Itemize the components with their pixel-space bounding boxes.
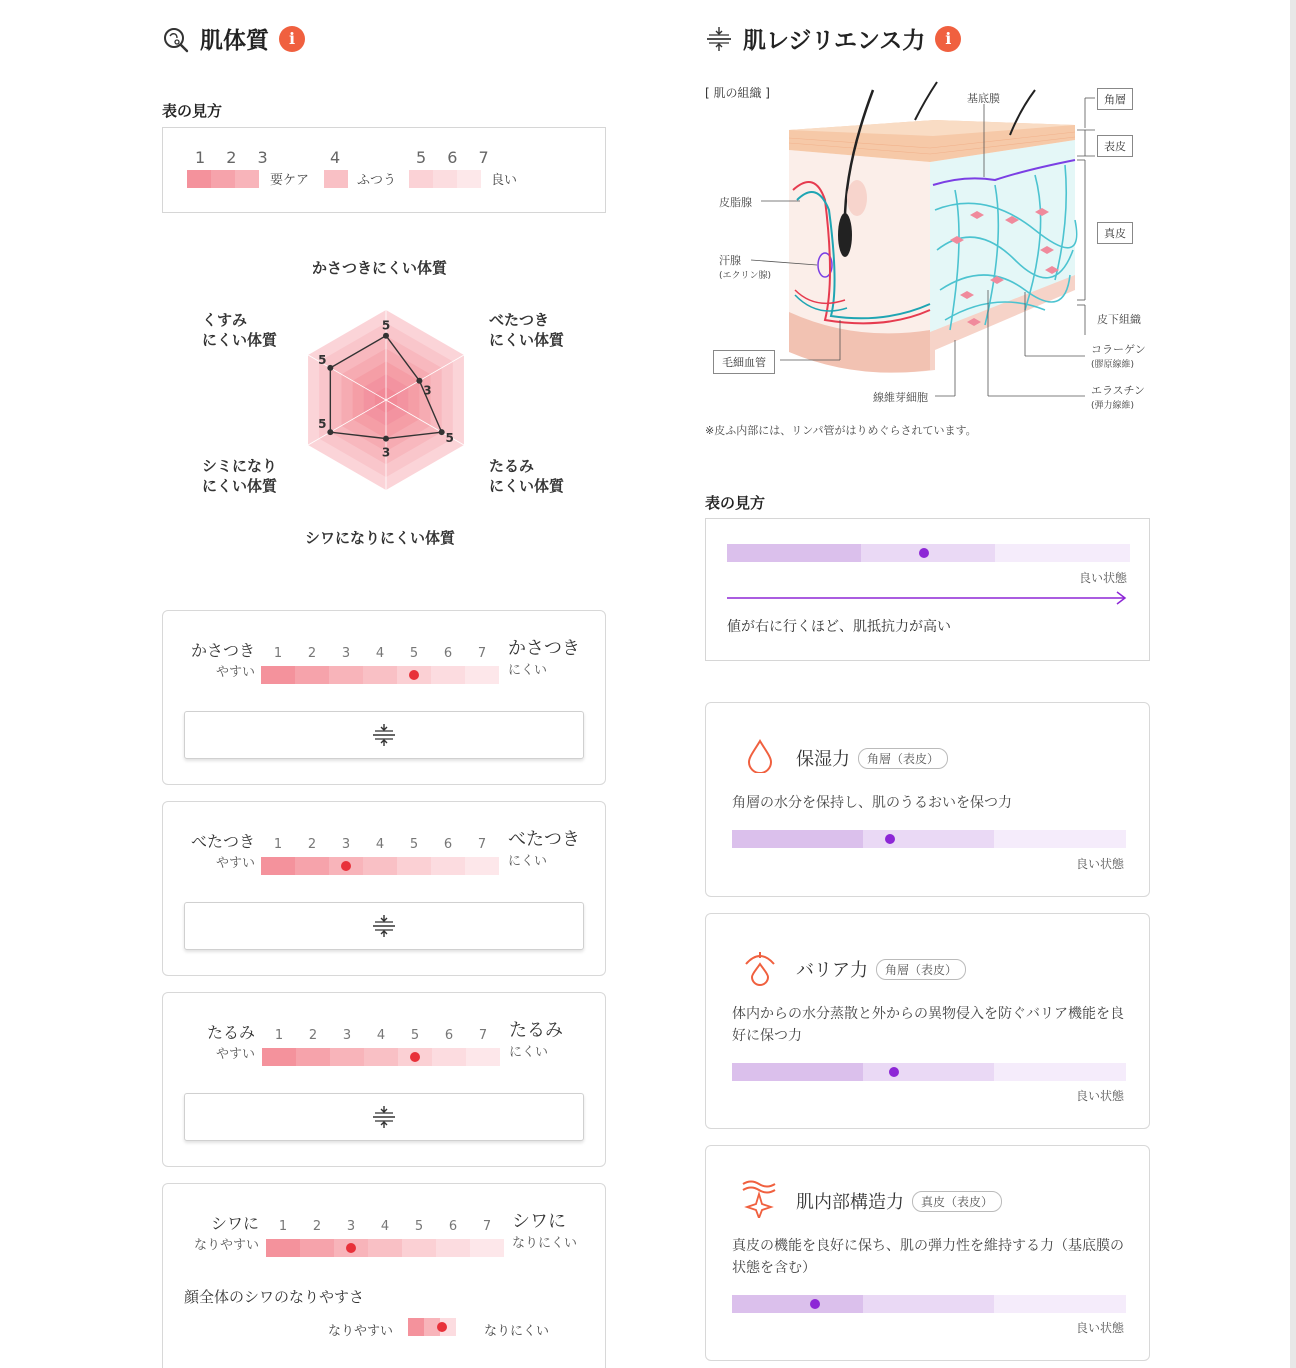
card-left-label [185, 831, 255, 875]
card-sagging [162, 992, 606, 1167]
legend-good-label: 良い状態 [1079, 571, 1128, 585]
diagram-box-stratum-corneum: 角層 [1097, 88, 1133, 110]
scale-num: 5 [409, 837, 419, 852]
radar-point [327, 429, 333, 435]
section-title-skin-resilience [705, 22, 961, 55]
card-purple-bar [732, 830, 1126, 848]
scale-num: 4 [380, 1219, 390, 1234]
legend-title: 表の見方 [162, 102, 223, 120]
diagram-label-basement-membrane: 基底膜 [967, 92, 1000, 105]
scale-num: 2 [308, 1028, 318, 1043]
diagram-box-epidermis: 表皮 [1097, 135, 1133, 157]
scale-num: 1 [274, 1028, 284, 1043]
sparkle-wave-icon [740, 1178, 778, 1218]
radar-point [327, 365, 333, 371]
barrier-drop-icon [742, 950, 778, 986]
radar-label-bottom: シワになりにくい体質 [305, 529, 456, 547]
scale-num: 4 [375, 837, 385, 852]
card-right-small: なりにくい [512, 1236, 578, 1251]
card-good-label: 良い状態 [1076, 1089, 1125, 1103]
skin-tissue-diagram [705, 80, 1150, 440]
scale-num: 3 [341, 646, 351, 661]
wrinkle-face-dot [437, 1322, 447, 1332]
diagram-label-subcutaneous: 皮下組織 [1097, 313, 1141, 326]
radar-point [383, 333, 389, 339]
scale-num: 7 [477, 837, 487, 852]
card-score-dot [810, 1299, 820, 1309]
card-barrier [705, 913, 1150, 1129]
legend-nums-normal: 4 [330, 148, 349, 167]
card-left-label [185, 640, 255, 684]
radar-value-label: 5 [318, 352, 327, 367]
radar-value-label: 5 [318, 417, 327, 432]
card-left-big: かさつき [190, 641, 255, 660]
radar-point [439, 429, 445, 435]
card-title [796, 1188, 1002, 1214]
card-description: 真皮の機能を良好に保ち、肌の弾力性を維持する力（基底膜の状態を含む） [732, 1238, 1124, 1276]
diagram-label-sweat-gland: 汗腺 [719, 254, 741, 267]
scale-num: 6 [444, 1028, 454, 1043]
diagram-label-elastin-sub: (弾力線維) [1091, 401, 1135, 411]
legend-arrow-text: 値が右に行くほど、肌抵抗力が高い [727, 619, 951, 635]
radar-svg [162, 250, 606, 560]
legend-label-care: 要ケア [270, 173, 310, 188]
wrinkle-face-right: なりにくい [484, 1324, 550, 1339]
expand-button[interactable] [184, 711, 584, 759]
scale-num: 3 [341, 837, 351, 852]
score-dot [346, 1243, 356, 1253]
scale-num: 5 [410, 1028, 420, 1043]
score-dot [410, 1052, 420, 1062]
card-left-label [185, 1022, 255, 1066]
section-title-text: 肌体質 [200, 28, 269, 54]
scale-bar [261, 857, 499, 875]
scale-num: 6 [443, 837, 453, 852]
radar-label-bottom-right-2: にくい体質 [489, 477, 565, 495]
expand-collapse-icon [371, 722, 397, 748]
radar-label-bottom-left-2: にくい体質 [202, 477, 278, 495]
radar-value-label: 5 [445, 431, 454, 446]
radar-value-label: 3 [381, 445, 391, 460]
resilience-legend-box [705, 518, 1150, 661]
scale-bar [266, 1239, 504, 1257]
section-title-text: 肌レジリエンス力 [743, 28, 926, 54]
score-dot [341, 861, 351, 871]
legend-nums-good: 5 6 7 [416, 148, 497, 167]
card-title [796, 956, 966, 982]
legend-bar-normal [324, 170, 348, 188]
card-right-small: にくい [508, 663, 548, 678]
expand-button[interactable] [184, 902, 584, 950]
card-right-label [508, 638, 580, 682]
diagram-label-collagen-sub: (膠原線維) [1091, 360, 1135, 370]
card-description: 体内からの水分蒸散と外からの異物侵入を防ぐバリア機能を良好に保つ力 [732, 1006, 1124, 1044]
card-internal-structure [705, 1145, 1150, 1361]
card-left-small: やすい [215, 856, 255, 871]
card-tag: 角層（表皮） [876, 959, 966, 980]
card-right-big: たるみ [509, 1020, 563, 1041]
info-icon[interactable]: i [279, 26, 305, 52]
radar-label-top-left-1: くすみ [202, 311, 248, 329]
card-description: 角層の水分を保持し、肌のうるおいを保つ力 [732, 795, 1012, 811]
scale-num: 3 [346, 1219, 356, 1234]
scale-bar [261, 666, 499, 684]
diagram-label-fibroblast: 線維芽細胞 [873, 391, 928, 404]
scale-numbers [262, 1028, 500, 1043]
card-score-dot [885, 834, 895, 844]
scale-numbers [261, 837, 499, 852]
card-left-big: べたつき [190, 832, 255, 851]
card-moisture-retention [705, 702, 1150, 897]
diagram-label-collagen: コラーゲン [1091, 343, 1146, 356]
card-right-label [508, 829, 580, 873]
card-right-small: にくい [509, 1045, 549, 1060]
scale-num: 1 [278, 1219, 288, 1234]
diagram-label-elastin: エラスチン [1091, 384, 1145, 397]
diagram-box-dermis: 真皮 [1097, 222, 1133, 244]
card-left-big: シワに [210, 1214, 259, 1233]
card-oiliness [162, 801, 606, 976]
card-name: 保湿力 [796, 749, 850, 770]
wrinkle-face-bar [408, 1318, 456, 1336]
radar-label-bottom-right-1: たるみ [489, 457, 535, 475]
diagram-label-sweat-gland-sub: (エクリン腺) [719, 271, 772, 281]
card-right-big: べたつき [508, 829, 580, 850]
legend-label-normal: ふつう [357, 173, 397, 188]
radar-label-top-right-2: にくい体質 [489, 331, 565, 349]
expand-collapse-icon [371, 913, 397, 939]
card-good-label: 良い状態 [1076, 857, 1125, 871]
radar-point [383, 436, 389, 442]
scale-num: 3 [342, 1028, 352, 1043]
water-drop-icon [746, 739, 774, 773]
card-wrinkles [162, 1183, 606, 1368]
legend-bar-care [187, 170, 259, 188]
legend-box [162, 127, 606, 213]
legend-title: 表の見方 [705, 494, 766, 512]
scale-num: 6 [448, 1219, 458, 1234]
legend-nums-care: 1 2 3 [195, 148, 276, 167]
scale-numbers [261, 646, 499, 661]
scale-num: 2 [307, 646, 317, 661]
diagram-caption: [ 肌の組織 ] [705, 86, 770, 100]
info-icon[interactable]: i [935, 26, 961, 52]
diagram-note: ※皮ふ内部には、リンパ管がはりめぐらされています。 [705, 424, 977, 437]
card-name: バリア力 [796, 960, 868, 981]
card-tag: 角層（表皮） [858, 748, 948, 769]
card-good-label: 良い状態 [1076, 1321, 1125, 1335]
wrinkle-face-left: なりやすい [328, 1324, 394, 1339]
card-purple-bar [732, 1295, 1126, 1313]
card-left-small: やすい [215, 665, 255, 680]
scale-num: 1 [273, 646, 283, 661]
legend-bar-good [409, 170, 481, 188]
page-scrollbar[interactable] [1290, 0, 1296, 1368]
radar-label-bottom-left-1: シミになり [202, 457, 278, 475]
scale-num: 2 [312, 1219, 322, 1234]
card-right-small: にくい [508, 854, 548, 869]
card-name: 肌内部構造力 [796, 1192, 904, 1213]
diagram-box-capillary: 毛細血管 [713, 350, 775, 374]
radar-value-label: 3 [423, 383, 432, 398]
right-arrow-icon [727, 591, 1129, 605]
card-left-small: なりやすい [193, 1238, 259, 1253]
radar-value-label: 5 [381, 318, 391, 333]
radar-label-top-left-2: にくい体質 [202, 331, 278, 349]
compress-arrows-icon [705, 25, 733, 53]
card-left-small: やすい [215, 1047, 255, 1062]
section-title-skin-constitution [162, 22, 305, 55]
scale-num: 7 [482, 1219, 492, 1234]
skin-constitution-radar-chart [162, 250, 606, 560]
wrinkle-face-title: 顔全体のシワのなりやすさ [184, 1288, 365, 1306]
card-right-label [509, 1020, 563, 1064]
magnifier-face-icon [162, 25, 190, 53]
card-purple-bar [732, 1063, 1126, 1081]
radar-label-top-right-1: べたつき [489, 311, 550, 329]
card-left-big: たるみ [206, 1023, 255, 1042]
card-left-label [171, 1213, 259, 1257]
scale-num: 6 [443, 646, 453, 661]
card-tag: 真皮（表皮） [912, 1191, 1002, 1212]
card-right-big: シワに [512, 1211, 566, 1232]
card-right-label [512, 1211, 577, 1255]
card-right-big: かさつき [508, 638, 580, 659]
scale-num: 2 [307, 837, 317, 852]
card-dryness [162, 610, 606, 785]
scale-num: 5 [414, 1219, 424, 1234]
scale-num: 7 [478, 1028, 488, 1043]
radar-label-top: かさつきにくい体質 [312, 259, 448, 277]
card-title [796, 745, 948, 771]
legend-label-good: 良い [491, 173, 518, 188]
expand-button[interactable] [184, 1093, 584, 1141]
score-dot [409, 670, 419, 680]
radar-point [416, 378, 422, 384]
scale-num: 4 [376, 1028, 386, 1043]
scale-numbers [266, 1219, 504, 1234]
scale-num: 5 [409, 646, 419, 661]
scale-num: 1 [273, 837, 283, 852]
expand-collapse-icon [371, 1104, 397, 1130]
scale-bar [262, 1048, 500, 1066]
scale-num: 4 [375, 646, 385, 661]
card-score-dot [889, 1067, 899, 1077]
diagram-label-sebaceous-gland: 皮脂腺 [719, 196, 752, 209]
scale-num: 7 [477, 646, 487, 661]
